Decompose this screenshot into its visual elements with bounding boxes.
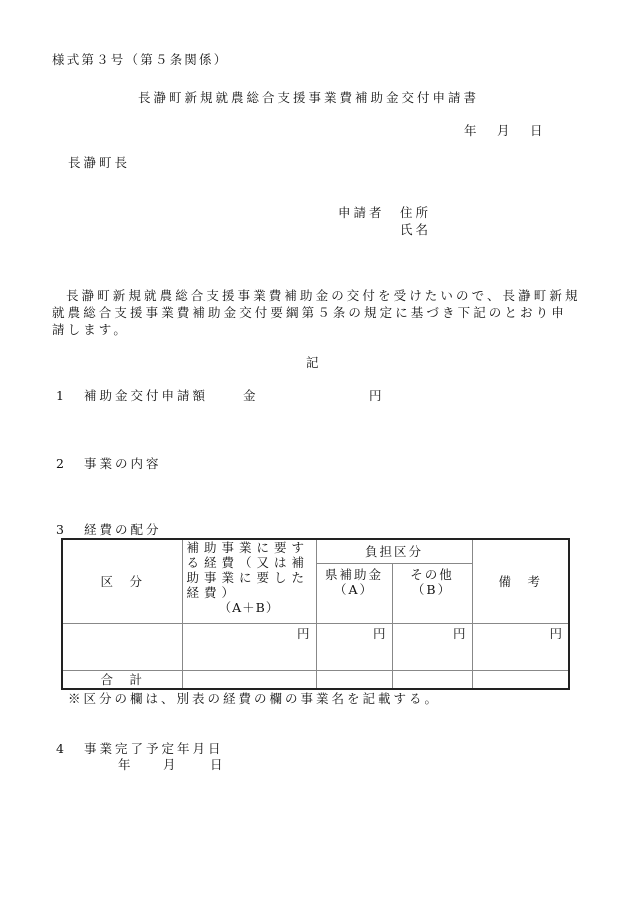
header-pref-subsidy-sym: （A） xyxy=(333,581,375,597)
item-4-day: 日 xyxy=(210,757,225,772)
item-1-label: 補助金交付申請額 xyxy=(84,388,209,403)
total-remarks[interactable] xyxy=(472,670,569,689)
table-row xyxy=(62,623,569,670)
item-4-year: 年 xyxy=(118,757,133,772)
page-title: 長瀞町新規就農総合支援事業費補助金交付申請書 xyxy=(138,90,480,105)
total-other[interactable] xyxy=(392,670,472,689)
total-cost[interactable] xyxy=(182,670,316,689)
cell-remarks[interactable]: 円 xyxy=(472,623,569,670)
item-1-unit: 円 xyxy=(369,388,384,403)
header-remarks: 備 考 xyxy=(472,539,569,623)
cell-category[interactable] xyxy=(62,623,182,670)
date-year: 年 xyxy=(464,123,479,138)
header-other-label: その他 xyxy=(410,566,454,582)
header-category: 区 分 xyxy=(62,539,182,623)
applicant-label: 申請者 xyxy=(338,205,385,220)
total-label: 合 計 xyxy=(62,670,182,689)
header-total-cost xyxy=(182,539,316,623)
form-number: 様式第３号（第５条関係） xyxy=(52,52,229,67)
item-3-number: 3 xyxy=(56,522,67,537)
header-other-sym: （B） xyxy=(411,581,453,597)
item-4-number: 4 xyxy=(56,741,67,756)
header-burden: 負担区分 xyxy=(316,539,472,563)
item-2-number: 2 xyxy=(56,456,67,471)
item-1-prefix: 金 xyxy=(243,388,258,403)
item-4-label: 事業完了予定年月日 xyxy=(84,741,224,756)
name-label: 氏名 xyxy=(400,222,432,237)
item-2-label: 事業の内容 xyxy=(84,456,162,471)
header-pref-subsidy xyxy=(316,563,392,623)
total-pref-subsidy[interactable] xyxy=(316,670,392,689)
date-month: 月 xyxy=(497,123,512,138)
addressee: 長瀞町長 xyxy=(68,155,131,170)
body-text: 長瀞町新規就農総合支援事業費補助金の交付を受けたいので、長瀞町新規就農総合支援事業費補助金交付要綱第５条の規定に基づき下記のとおり申請します。 xyxy=(52,288,581,337)
cell-other[interactable]: 円 xyxy=(392,623,472,670)
date-day: 日 xyxy=(530,123,545,138)
ki-heading: 記 xyxy=(306,355,321,370)
cell-total-cost[interactable]: 円 xyxy=(182,623,316,670)
cell-pref-subsidy[interactable]: 円 xyxy=(316,623,392,670)
cost-allocation-table xyxy=(61,538,570,690)
header-total-cost-formula: （A＋B） xyxy=(218,600,280,615)
table-total-row xyxy=(62,670,569,689)
header-total-cost-text: 補助事業に要する経費（又は補助事業に要した経費） xyxy=(186,540,310,600)
header-other xyxy=(392,563,472,623)
item-3-label: 経費の配分 xyxy=(84,522,162,537)
table-note: ※区分の欄は、別表の経費の欄の事業名を記載する。 xyxy=(68,691,441,706)
header-pref-subsidy-label: 県補助金 xyxy=(324,566,383,582)
address-label: 住所 xyxy=(400,205,432,220)
item-4-month: 月 xyxy=(163,757,178,772)
item-1-number: 1 xyxy=(56,388,67,403)
